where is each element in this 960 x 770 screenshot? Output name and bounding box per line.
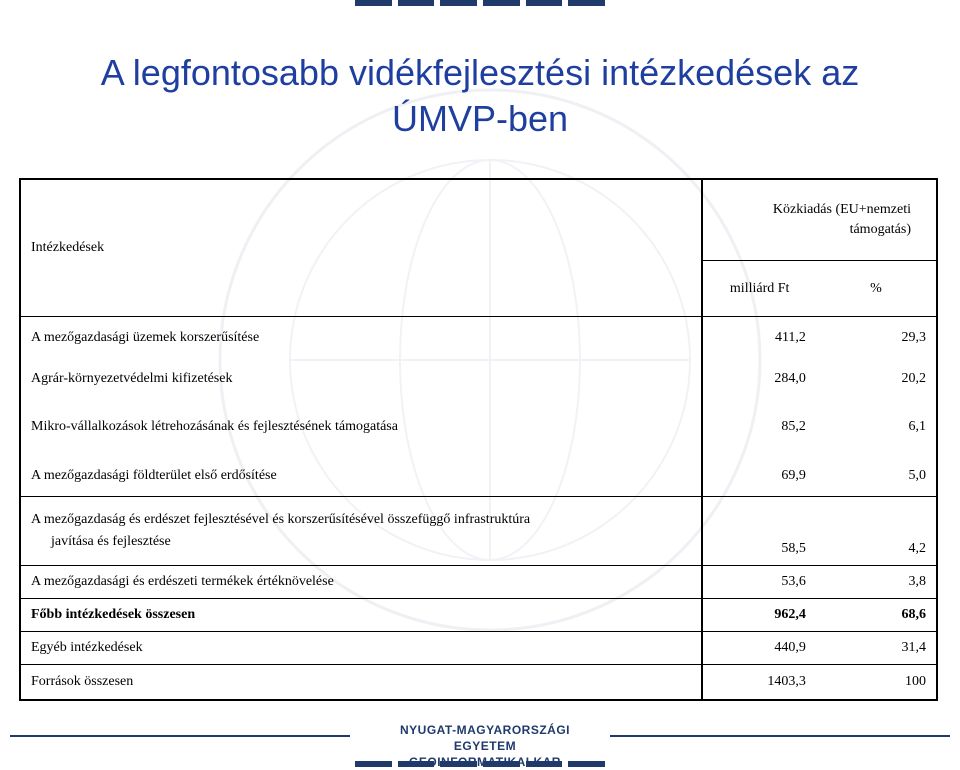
row-percent: 29,3 [901,329,926,345]
row-label: Főbb intézkedések összesen [31,607,196,622]
row-percent: 6,1 [908,419,926,434]
row-label: Mikro-vállalkozások létrehozásának és fejlesztésének támogatása [31,419,398,434]
row-percent: 3,8 [908,574,926,589]
row-percent: 5,0 [908,467,926,483]
row-percent: 20,2 [901,370,926,386]
row-label: Agrár-környezetvédelmi kifizetések [31,370,233,386]
row-value: 85,2 [702,399,815,455]
measures-table [19,178,939,701]
header-spend-line-1: Közkiadás (EU+nemzeti [772,202,911,217]
row-value: 69,9 [702,455,815,497]
row-percent: 31,4 [901,640,926,655]
row-percent: 100 [905,674,926,689]
row-value: 440,9 [702,632,815,665]
header-spend-line-2: támogatás) [849,222,911,237]
row-label: Források összesen [31,674,134,689]
row-label: A mezőgazdasági földterület első erdősítése [31,467,277,483]
row-value: 1403,3 [702,665,815,701]
bottom-decor-bar [355,761,605,767]
footer-university: NYUGAT-MAGYARORSZÁGI EGYETEM [399,723,570,753]
row-value: 53,6 [702,566,815,599]
row-percent: 4,2 [908,541,926,556]
row-label: Egyéb intézkedések [31,640,143,655]
header-unit-billion: milliárd Ft [702,261,815,317]
header-measures-label: Intézkedések [31,240,105,255]
header-unit-percent: % [816,261,937,317]
title-line-1: A legfontosabb vidékfejlesztési intézkedések az [100,52,860,93]
row-value: 962,4 [702,599,815,632]
row-value: 284,0 [702,358,815,399]
page-title [20,50,940,142]
row-value: 411,2 [702,317,815,359]
footer-divider-right [610,735,950,737]
header-measures [20,179,702,317]
row-label: A mezőgazdasági üzemek korszerűsítése [31,329,260,345]
row-label-line-2: javítása és fejlesztése [51,534,171,549]
top-decor-bar [355,0,605,6]
row-label-line-1: A mezőgazdaság és erdészet fejlesztésével és korszerűsítésével összefüggő infrastruktúra [31,512,531,527]
title-line-2: ÚMVP-ben [391,98,569,139]
row-label: A mezőgazdasági és erdészeti termékek értéknövelése [31,574,334,589]
row-value: 58,5 [702,497,815,566]
footer-divider-left [10,735,350,737]
row-percent: 68,6 [901,607,926,622]
header-public-spending [702,179,937,261]
row-label [20,497,702,566]
